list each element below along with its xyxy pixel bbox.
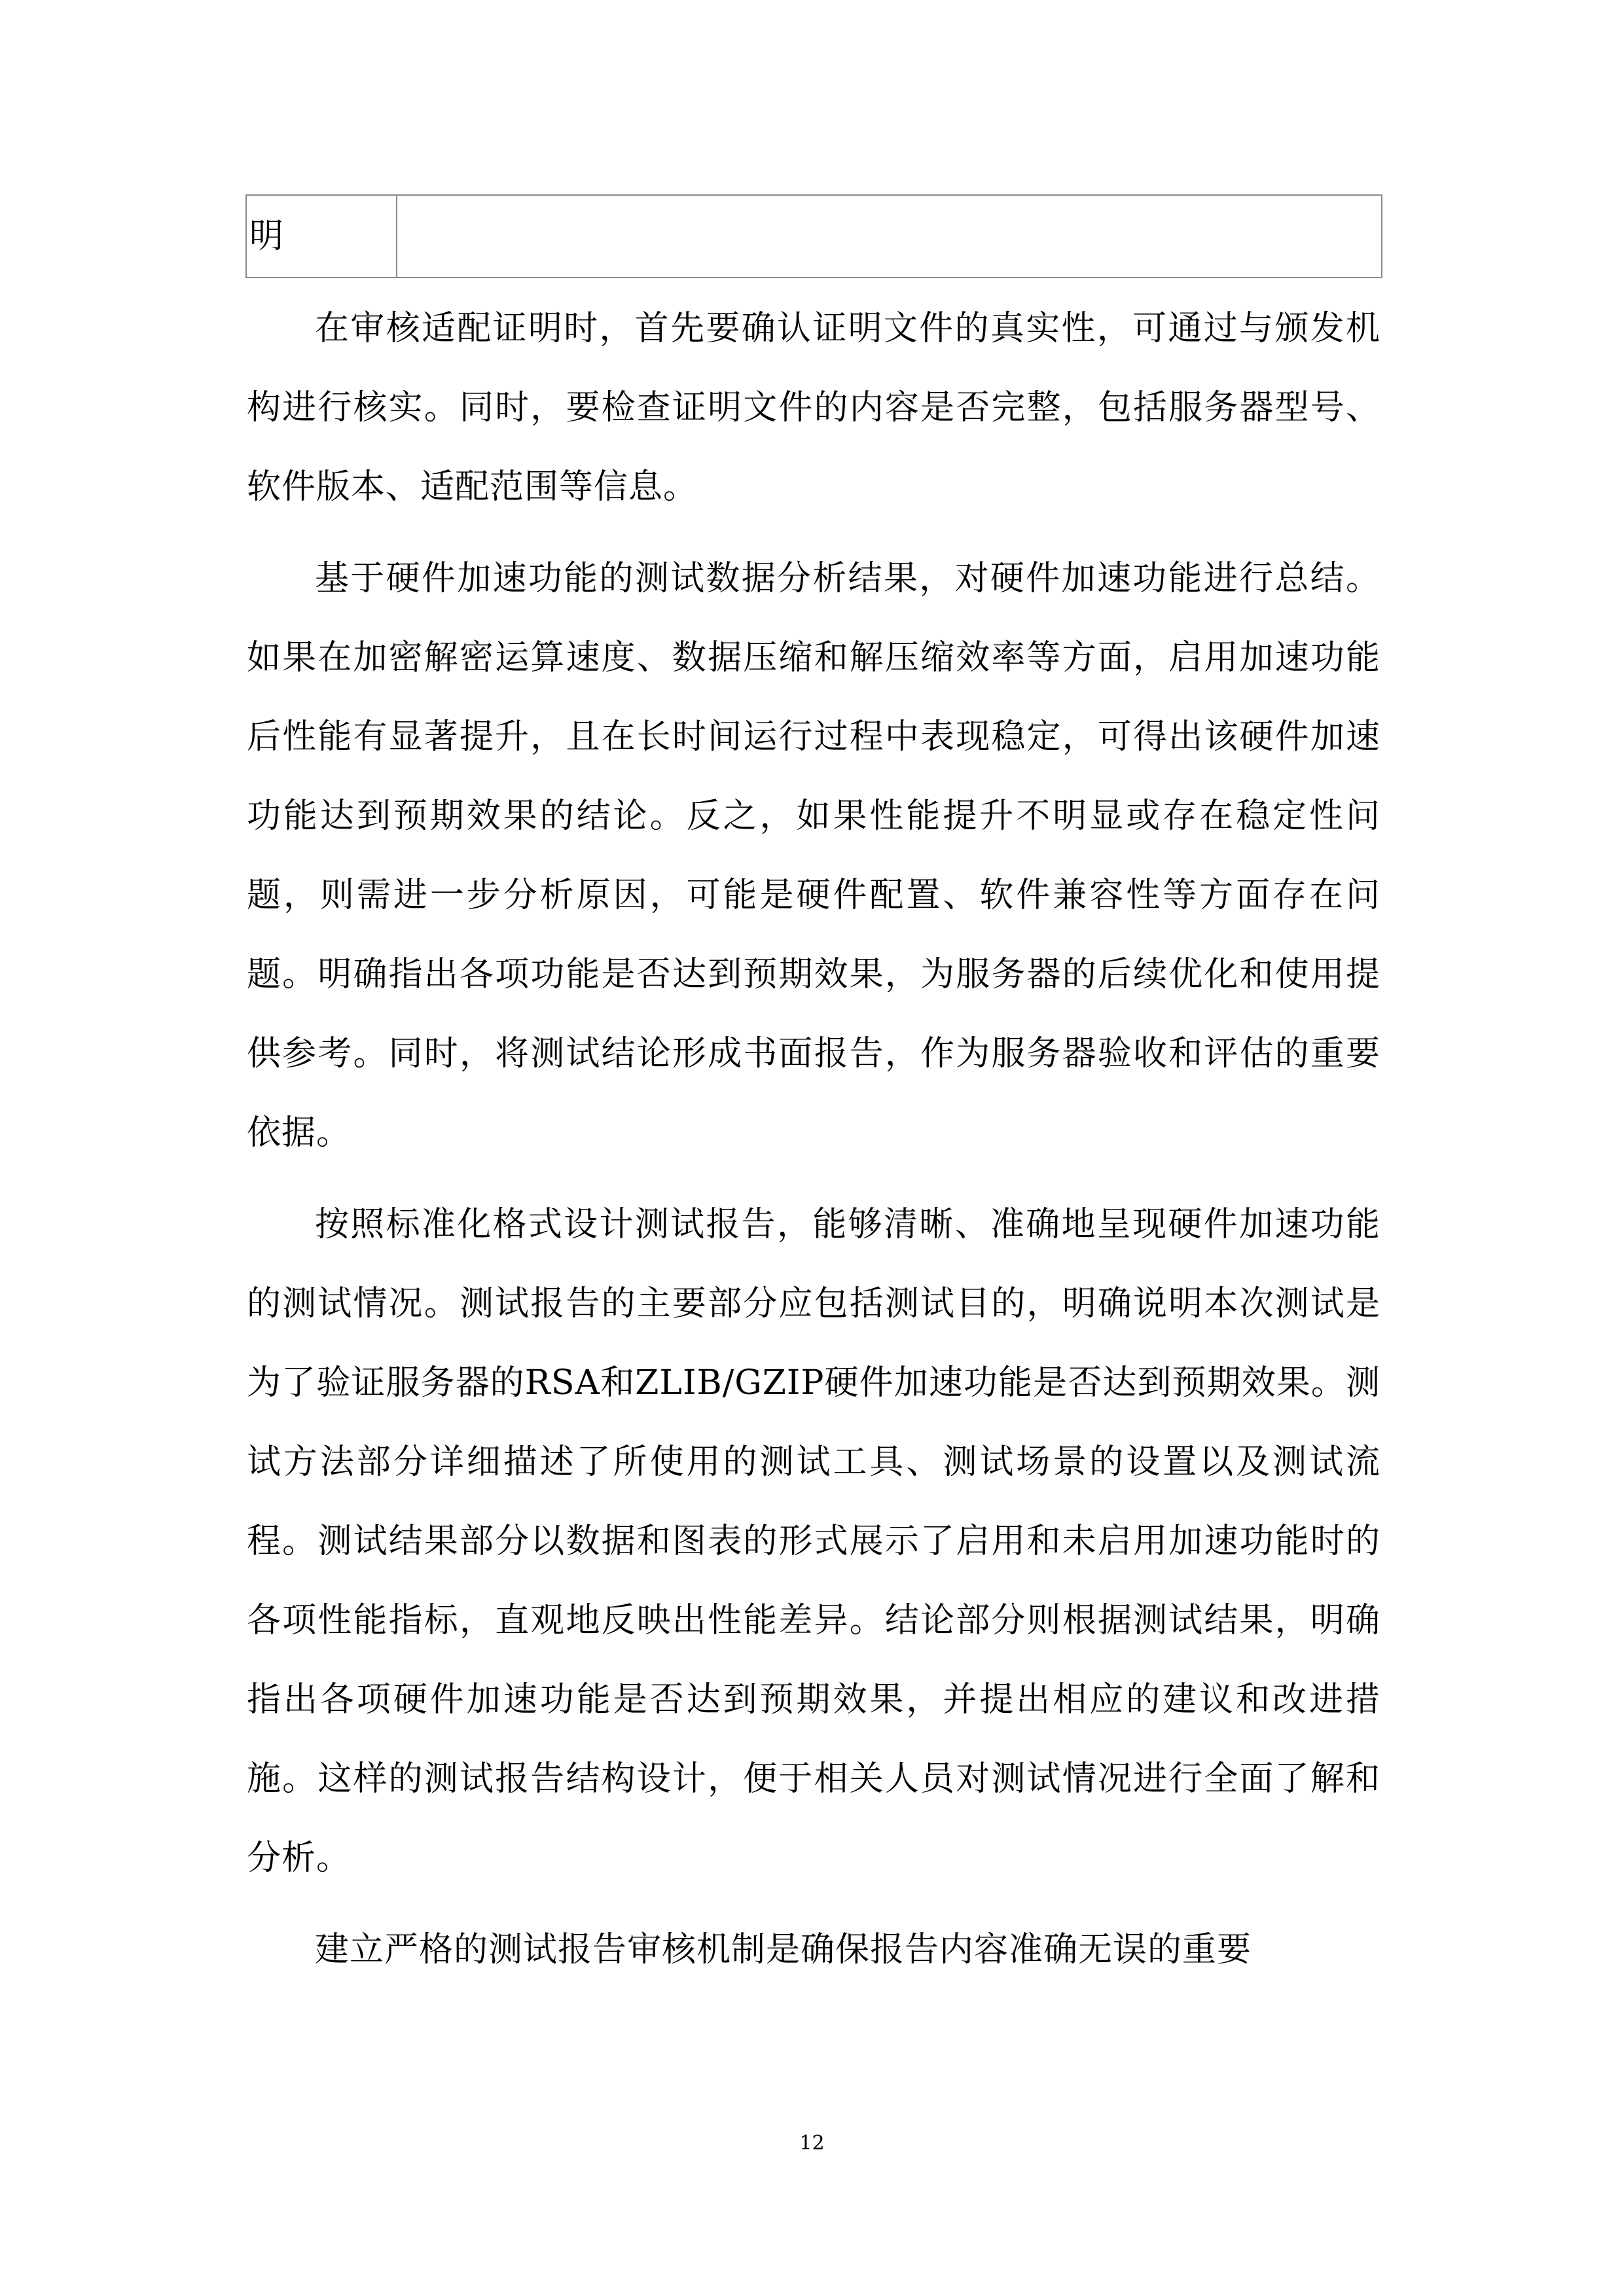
paragraph-report-format: 按照标准化格式设计测试报告，能够清晰、准确地呈现硬件加速功能的测试情况。测试报告的主要部分应包括测试目的，明确说明本次测试是为了验证服务器的RSA和ZLIB/GZIP硬件加速功能是否达到预期效果。测试方法部分详细描述了所使用的测试工具、测试场景的设置以及测试流程。测试结果部分以数据和图表的形式展示了启用和未启用加速功能时的各项性能指标，直观地反映出性能差异。结论部分则根据测试结果，明确指出各项硬件加速功能是否达到预期效果，并提出相应的建议和改进措施。这样的测试报告结构设计，便于相关人员对测试情况进行全面了解和分析。 bbox=[247, 1205, 1380, 1878]
paragraph-report-review: 建立严格的测试报告审核机制是确保报告内容准确无误的重要 bbox=[315, 1930, 1252, 1969]
body-text bbox=[247, 289, 1380, 2002]
paragraph-adaptation-review: 在审核适配证明时，首先要确认证明文件的真实性，可通过与颁发机构进行核实。同时，要检查证明文件的内容是否完整，包括服务器型号、软件版本、适配范围等信息。 bbox=[247, 309, 1380, 507]
table-label-cell: 明 bbox=[247, 196, 397, 277]
table-fragment bbox=[245, 194, 1382, 278]
table-value-cell bbox=[397, 196, 1381, 277]
paragraph-acceleration-summary: 基于硬件加速功能的测试数据分析结果，对硬件加速功能进行总结。如果在加密解密运算速度、数据压缩和解压缩效率等方面，启用加速功能后性能有显著提升，且在长时间运行过程中表现稳定，可得出该硬件加速功能达到预期效果的结论。反之，如果性能提升不明显或存在稳定性问题，则需进一步分析原因，可能是硬件配置、软件兼容性等方面存在问题。明确指出各项功能是否达到预期效果，为服务器的后续优化和使用提供参考。同时，将测试结论形成书面报告，作为服务器验收和评估的重要依据。 bbox=[247, 559, 1380, 1153]
page-number: 12 bbox=[799, 2132, 825, 2155]
